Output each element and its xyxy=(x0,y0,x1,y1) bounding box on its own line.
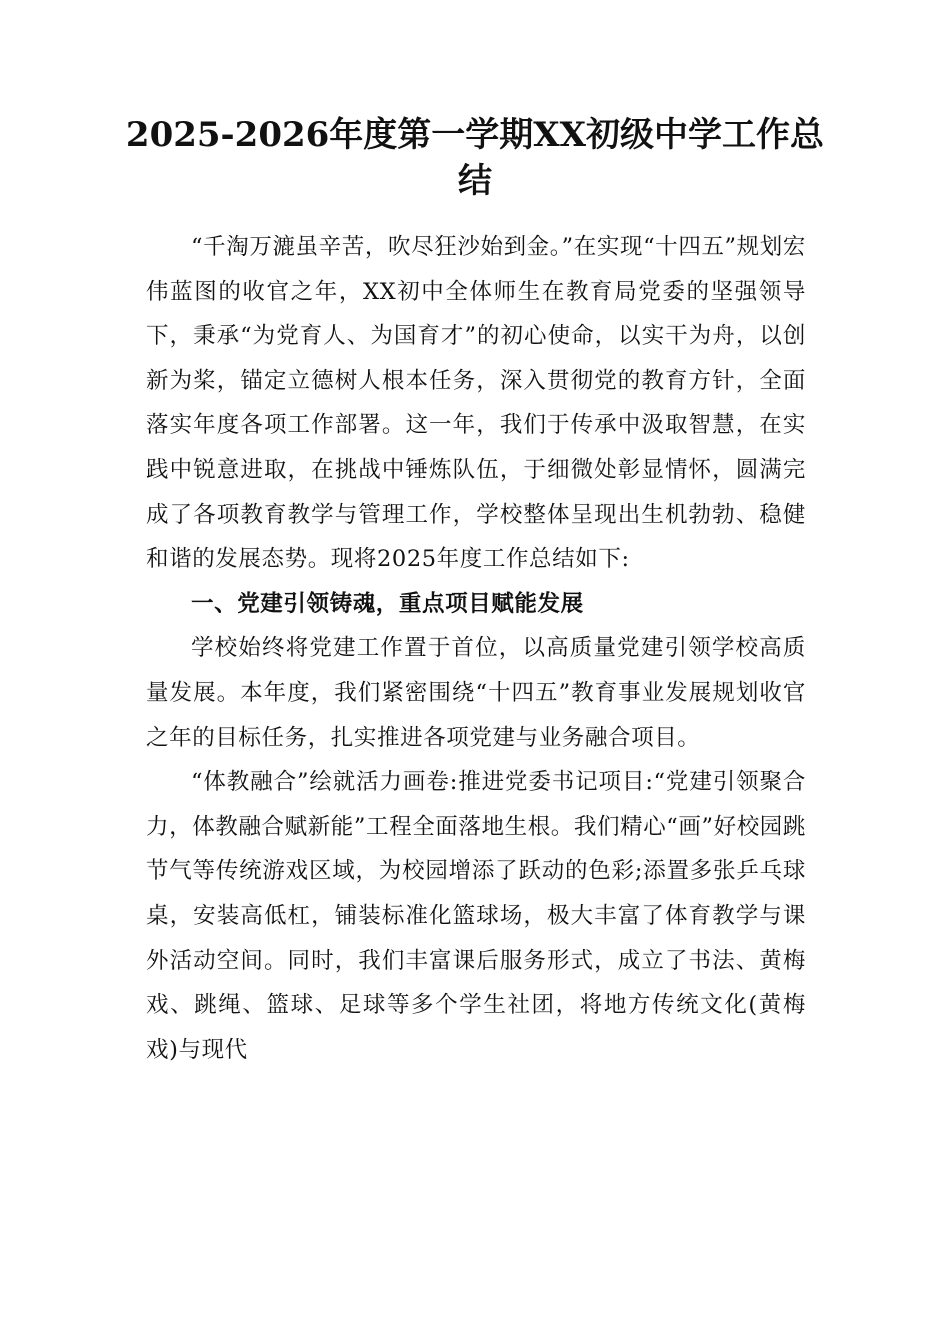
section-1-paragraph-1: 学校始终将党建工作置于首位，以高质量党建引领学校高质量发展。本年度，我们紧密围绕“十四五”教育事业发展规划收官之年的目标任务，扎实推进各项党建与业务融合项目。 xyxy=(146,635,806,751)
section-1-paragraph-2: “体教融合”绘就活力画卷:推进党委书记项目:“党建引领聚合力，体教融合赋新能”工程全面落地生根。我们精心“画”好校园跳节气等传统游戏区域，为校园增添了跃动的色彩;添置多张乒乓球桌，安装高低杠，铺装标准化篮球场，极大丰富了体育教学与课外活动空间。同时，我们丰富课后服务形式，成立了书法、黄梅戏、跳绳、篮球、足球等多个学生社团，将地方传统文化(黄梅戏)与现代 xyxy=(146,769,807,1063)
section-heading-1: 一、党建引领铸魂，重点项目赋能发展 xyxy=(191,590,584,617)
document-body xyxy=(146,225,806,1072)
document-title: 2025-2026年度第一学期XX初级中学工作总结 xyxy=(125,115,825,201)
intro-paragraph: “千淘万漉虽辛苦，吹尽狂沙始到金。”在实现“十四五”规划宏伟蓝图的收官之年，XX初中全体师生在教育局党委的坚强领导下，秉承“为党育人、为国育才”的初心使命，以实干为舟，以创新为桨，锚定立德树人根本任务，深入贯彻党的教育方针，全面落实年度各项工作部署。这一年，我们于传承中汲取智慧，在实践中锐意进取，在挑战中锤炼队伍，于细微处彰显情怀，圆满完成了各项教育教学与管理工作，学校整体呈现出生机勃勃、稳健和谐的发展态势。现将2025年度工作总结如下: xyxy=(146,234,806,573)
